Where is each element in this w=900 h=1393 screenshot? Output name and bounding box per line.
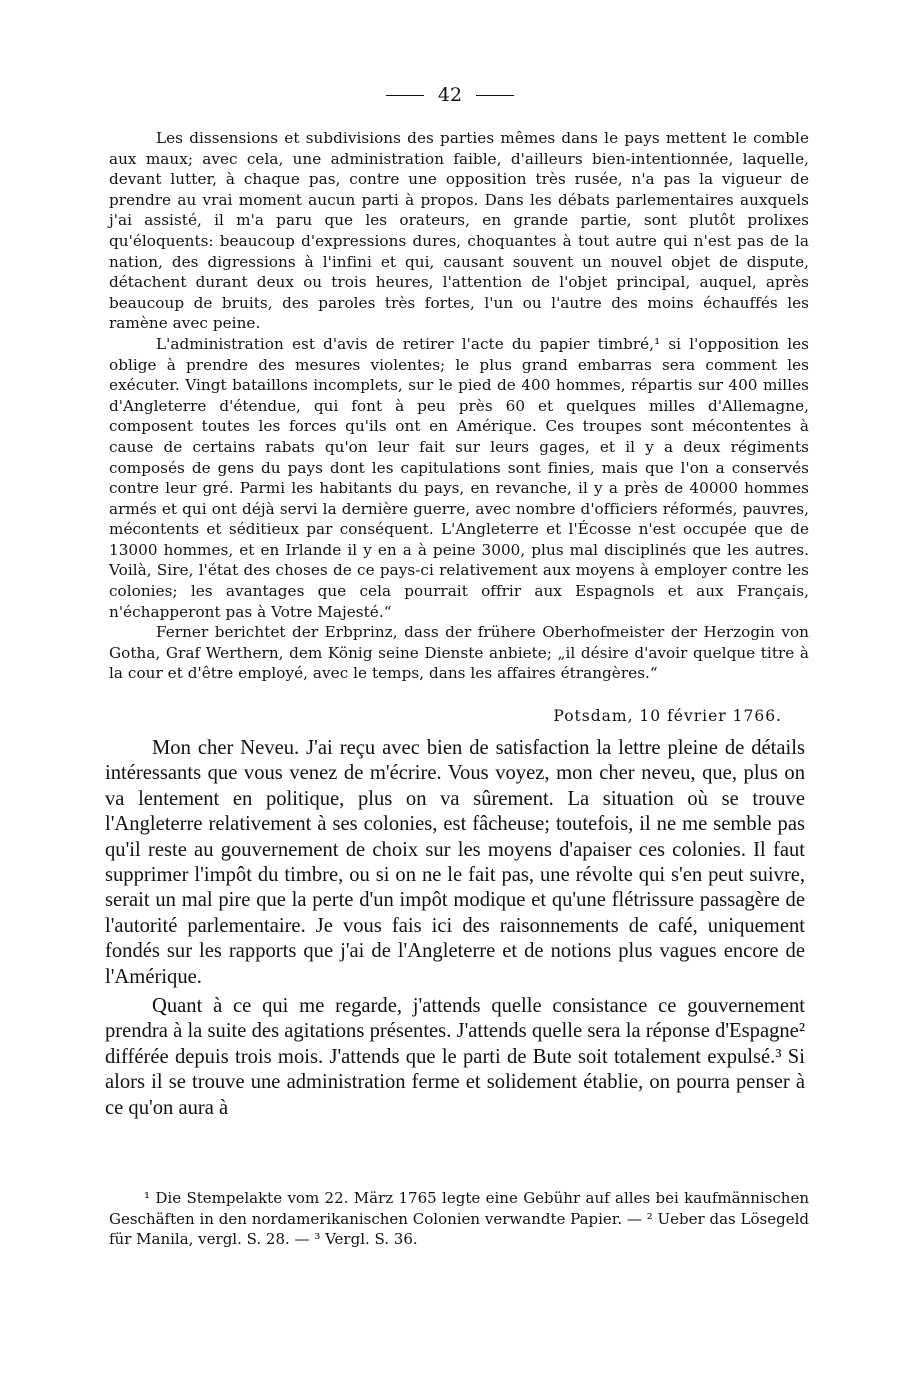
letter-paragraph: Quant à ce qui me regarde, j'attends quelle consistance ce gouvernement prendra à la suite des agitations présentes. J'attends quelle sera la réponse d'Espagne² différée depuis trois mois. J'attends que le parti de Bute soit totalement expulsé.³ Si alors il se trouve une administration ferme et solidement établie, on pourra penser à ce qu'on aura à <box>105 995 805 1119</box>
header-rule-left <box>386 95 424 96</box>
page-number: 42 <box>437 84 463 106</box>
main-letter <box>105 736 805 1125</box>
page-header <box>0 84 900 106</box>
letter-excerpt <box>109 128 809 684</box>
letter-paragraph: Mon cher Neveu. J'ai reçu avec bien de satisfaction la lettre pleine de détails intéressants que vous venez de m'écrire. Vous voyez, mon cher neveu, que, plus on va lentement en politique, plus on va sûrement. La situation où se trouve l'Angleterre relativement à ses colonies, est fâcheuse; toutefois, il ne me semble pas qu'il reste au gouvernement de choix sur les moyens d'apaiser ces colonies. Il faut supprimer l'impôt du timbre, ou si on ne le fait pas, une révolte qui s'en peut suivre, serait un mal pire que la perte d'un impôt modique et qu'une flétrissure passagère de l'autorité parlementaire. Je vous fais ici des raisonnements de café, uniquement fondés sur les rapports que j'ai de l'Angleterre et de notions plus vagues encore de l'Amérique. <box>105 737 805 988</box>
excerpt-paragraph: Ferner berichtet der Erbprinz, dass der frühere Oberhofmeister der Herzogin von Gotha, Graf Werthern, dem König seine Dienste anbiete; „il désire d'avoir quelque titre à la cour et d'être employé, avec le temps, dans les affaires étrangères.“ <box>109 623 809 683</box>
dateline: Potsdam, 10 février 1766. <box>553 707 782 725</box>
excerpt-paragraph: Les dissensions et subdivisions des parties mêmes dans le pays mettent le comble aux maux; avec cela, une administration faible, d'ailleurs bien-intentionnée, laquelle, devant lutter, à chaque pas, contre une opposition très rusée, n'a pas la vigueur de prendre au vrai moment aucun parti à propos. Dans les débats parlementaires auxquels j'ai assisté, il m'a paru que les orateurs, en grande partie, sont plutôt prolixes qu'éloquents: beaucoup d'expressions dures, choquantes à tout autre qui n'est pas de la nation, des digressions à l'infini et qui, causant souvent un nouvel objet de dispute, détachent durant deux ou trois heures, l'attention de l'objet principal, auquel, après beaucoup de bruits, des paroles très fortes, l'un ou l'autre des moins échauffés les ramène avec peine. <box>109 129 809 333</box>
header-rule-right <box>476 95 514 96</box>
footnote-text: ¹ Die Stempelakte vom 22. März 1765 legte eine Gebühr auf alles bei kaufmännischen Geschäften in den nordamerikanischen Colonien verwandte Papier. — ² Ueber das Lösegeld für Manila, vergl. S. 28. — ³ Vergl. S. 36. <box>109 1189 809 1248</box>
excerpt-paragraph: L'administration est d'avis de retirer l'acte du papier timbré,¹ si l'opposition les oblige à prendre des mesures violentes; le plus grand embarras sera comment les exécuter. Vingt bataillons incomplets, sur le pied de 400 hommes, répartis sur 400 milles d'Angleterre d'étendue, qui font à peu près 60 et quelques milles d'Allemagne, composent toutes les forces qu'ils ont en Amérique. Ces troupes sont mécontentes à cause de certains rabats qu'on leur fait sur leurs gages, et il y a deux régiments composés de gens du pays dont les capitulations sont finies, mais que l'on a conservés contre leur gré. Parmi les habitants du pays, en revanche, il y a près de 40000 hommes armés et qui ont déjà servi la dernière guerre, avec nombre d'officiers réformés, pauvres, mécontents et séditieux par conséquent. L'Angleterre et l'Écosse n'est occupée que de 13000 hommes, et en Irlande il y en a à peine 3000, plus mal disciplinés que les autres. Voilà, Sire, l'état des choses de ce pays-ci relativement aux moyens à employer contre les colonies; les avantages que cela pourrait offrir aux Espagnols et aux Français, n'échapperont pas à Votre Majesté.“ <box>109 334 809 621</box>
footnotes <box>109 1188 809 1250</box>
